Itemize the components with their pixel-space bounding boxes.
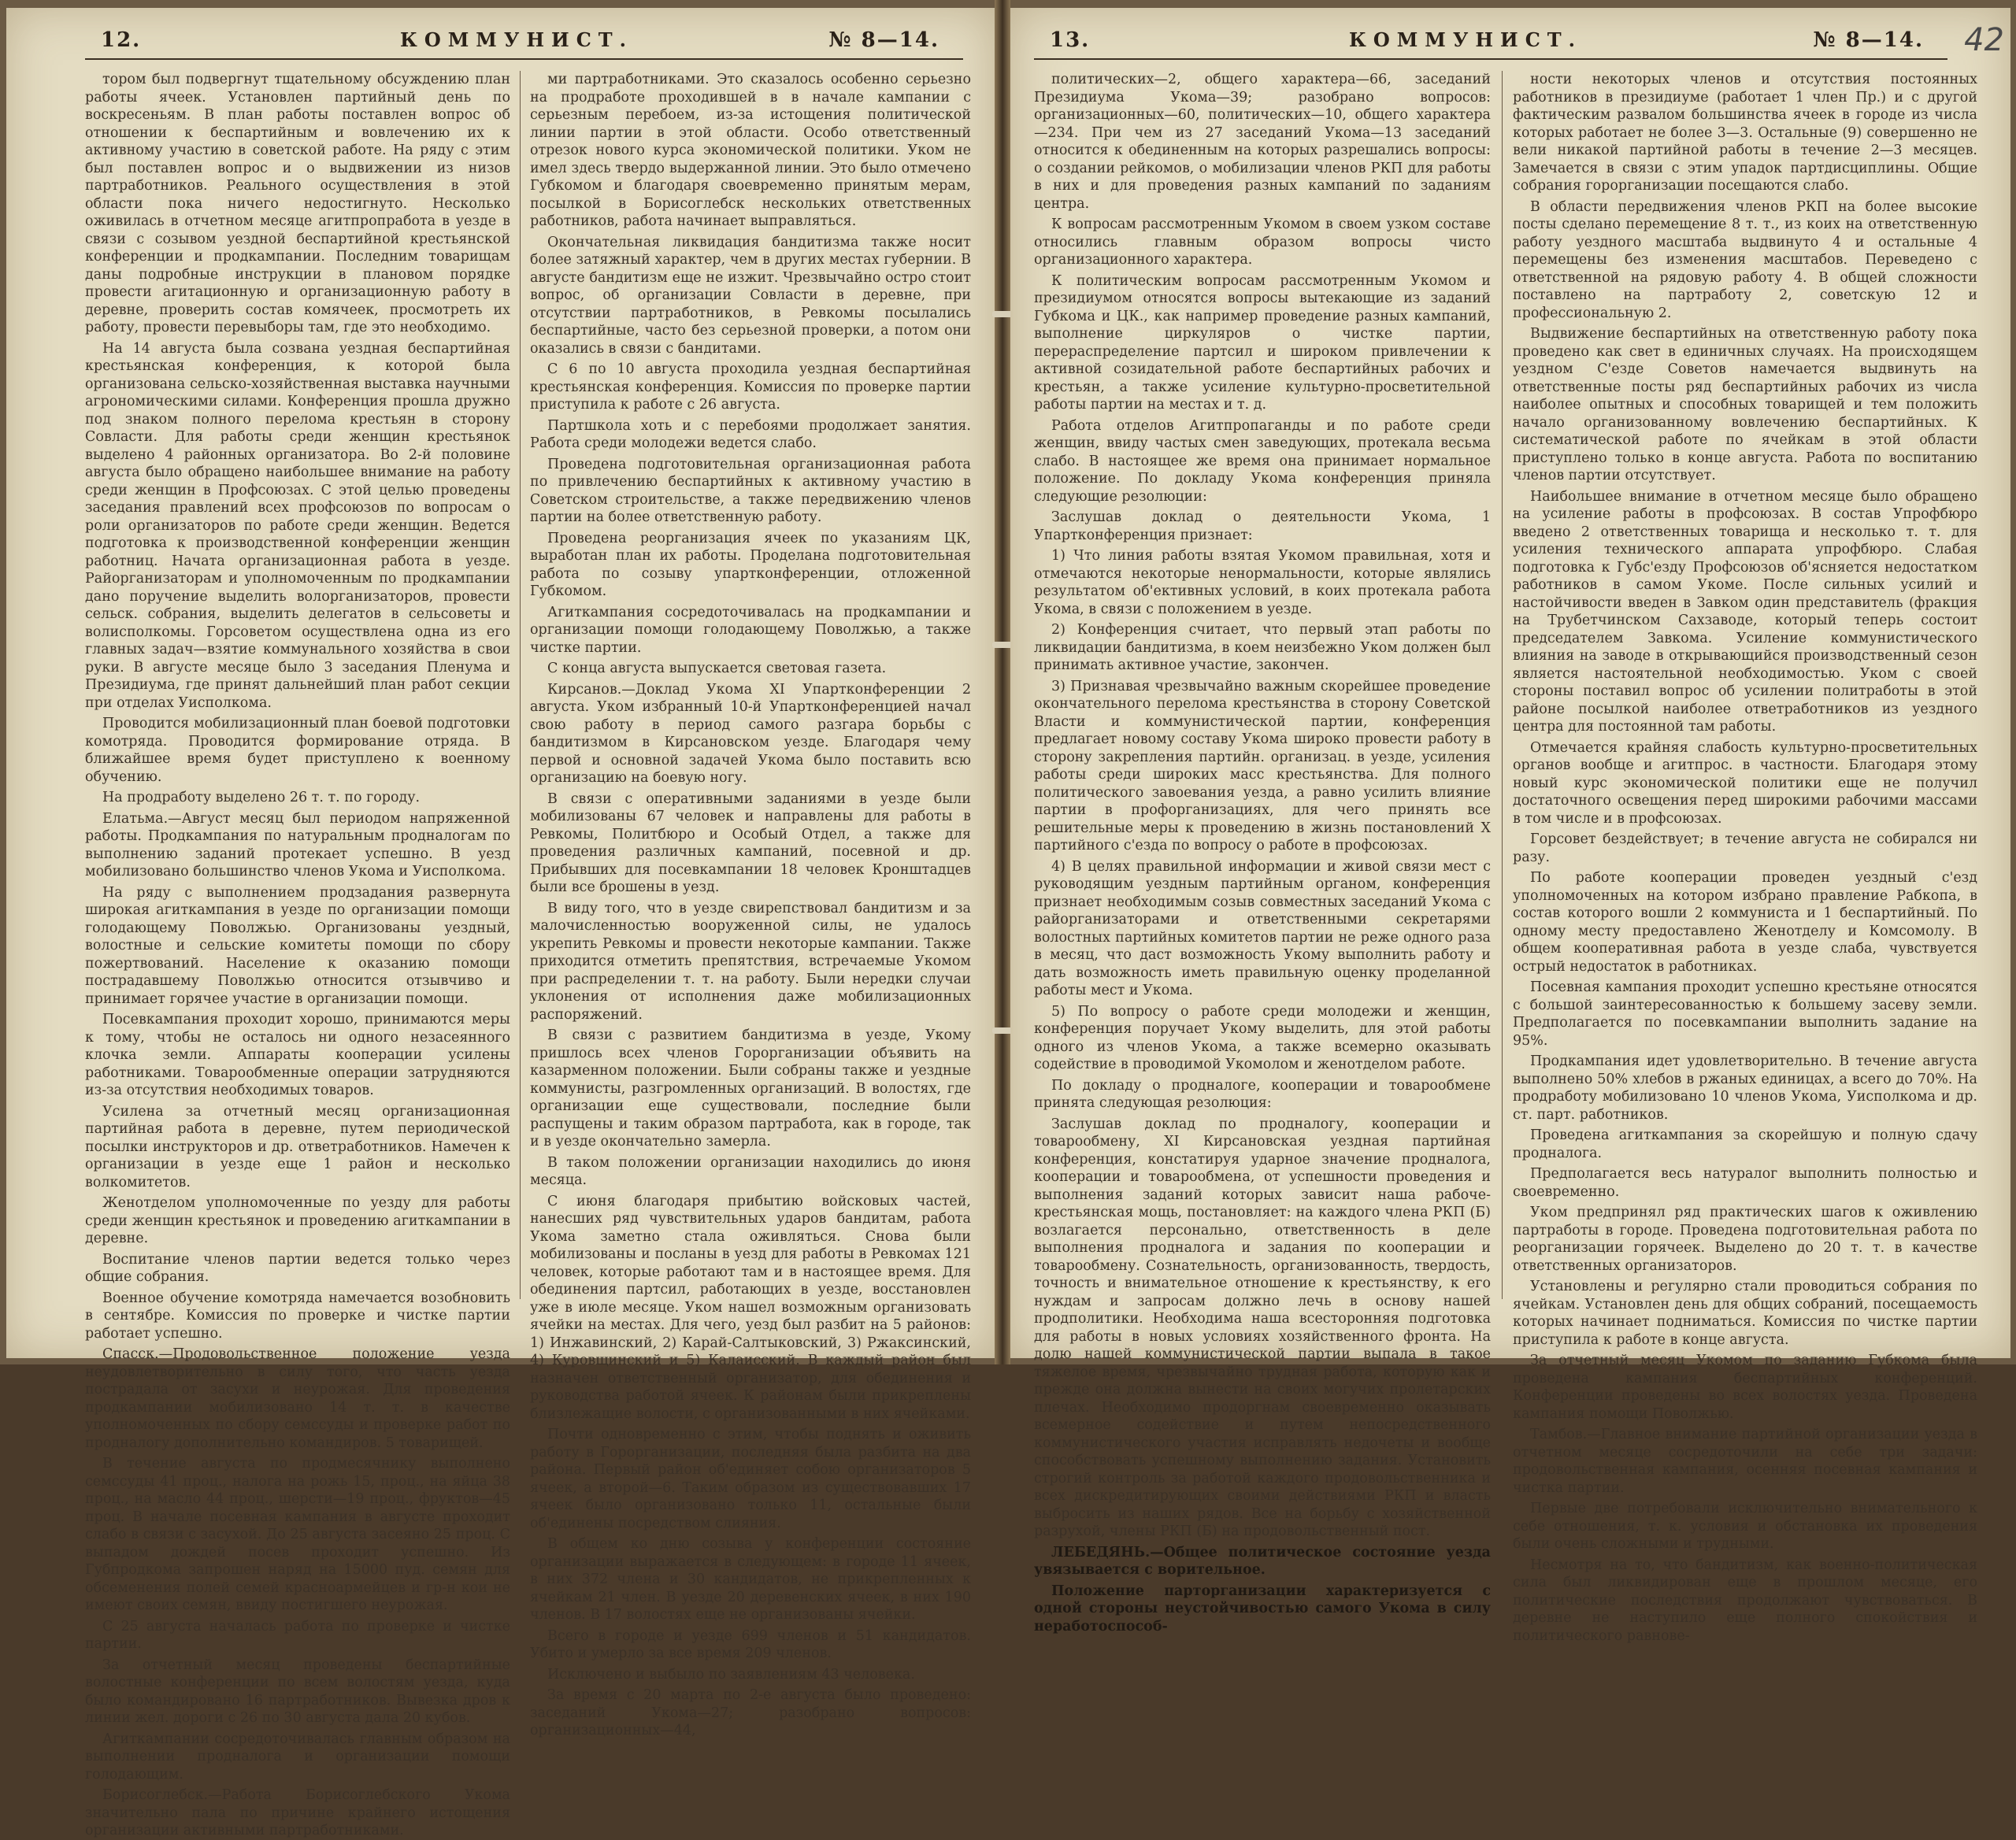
right-page-number: 13. (1050, 28, 1091, 52)
paragraph: ми партработниками. Это сказалось особенно серьезно на продработе проходившей в в начале кампании с серьезным перебоем, из-за истощения политической линии партии в этой области. Особо ответственный отрезок нового курса экономической политики. Уком не имел здесь твердо выдержанной линии. Это было отмечено Губкомом и благодаря своевременно принятым мерам, посылкой в Борисоглебск нескольких ответственных работников, работа начинает выправляться. (530, 72, 971, 229)
paragraph: В виду того, что в уезде свирепствовал бандитизм и за малочисленностью вооруженной силы, не удалось укрепить Ревкомы и провести некоторые кампании. Также приходится отметить препятствия, встречаемые Укомом при распределении т. т. на работу. Были нередки случаи уклонения от исполнения даже мобилизационных распоряжений. (530, 900, 971, 1023)
paragraph: В связи с развитием бандитизма в уезде, Укому пришлось всех членов Горорганизации объявить на казарменном положении. Были собраны также и уездные коммунисты, разгромленных организаций. В волостях, где организации еще существовали, последние были распущены и таким образом партработа, как в городе, так и в уезде окончательно замерла. (530, 1027, 971, 1150)
paragraph: Тамбов.—Главное внимание партийной организации уезда в отчетном месяце сосредоточили на себе три задачи: продовольственная кампания, осенняя посевная кампания и чистка партии. (1513, 1427, 1977, 1496)
paragraph: Работа отделов Агитпропаганды и по работе среди женщин, ввиду частых смен заведующих, протекала весьма слабо. В настоящее же время она принимает нормальное положение. По докладу Укома конференция приняла следующие резолюции: (1034, 417, 1491, 505)
binding-gutter (995, 0, 1010, 1364)
right-column-1-text (1034, 71, 1491, 1541)
left-page-title: КОММУНИСТ. (400, 28, 634, 51)
column-rule (1502, 71, 1503, 1299)
right-column-1-bold (1034, 1544, 1491, 1636)
right-page-header (1034, 27, 1947, 60)
paragraph: 3) Признавая чрезвычайно важным скорейшее проведение окончательного перелома крестьянства в сторону Советской Власти и коммунистической партии, конференция предлагает новому составу Укома широко провести работу в сторону закрепления партийн. организац. в уезде, усиления работы среди широких масс крестьянства. Для полного политического завоевания уезда, а равно усилить влияние партии в профорганизациях, для чего принять все решительные меры к проведению в жизнь постановлений X партийного с'езда по вопросу о работе в профсоюзах. (1034, 678, 1491, 853)
paragraph: На ряду с выполнением продзадания развернута широкая агиткампания в уезде по организации помощи голодающему Поволжью. Организованы уездный, волостные и сельские комитеты помощи по сбору пожертвований. Население к оказанию помощи пострадавшему Поволжью относится отзывчиво и принимает горячее участие в организации помощи. (85, 884, 510, 1007)
left-column-1 (85, 71, 510, 1838)
left-page (6, 8, 995, 1838)
right-column-1 (1034, 71, 1491, 1635)
paragraph: Борисоглебск.—Работа Борисоглебского Укома значительно пала по причине крайнего истощения организации активными партработниками. (85, 1787, 510, 1838)
paragraph: Агиткампания сосредоточивалась на продкампании и организации помощи голодающему Поволжью, а также чистке партии. (530, 604, 971, 656)
paragraph: С июня благодаря прибытию войсковых частей, нанесших ряд чувствительных ударов бандитам, работа Укома заметно стала оживляться. Снова были мобилизованы и посланы в уезд для работы в Ревкомах 121 человек, которые работают там и в настоящее время. Для обединения партсил, работающих в уезде, восстановлен уже в июле месяце. Уком нашел возможным организовать ячейки на местах. Для чего, уезд был разбит на 5 районов: 1) Инжавинский, 2) Карай-Салтыковский, 3) Ржаксинский, 4) Куровщинский и 5) Калаисский. В каждый район был назначен ответственный организатор, для обединения и руководства работой ячеек. К районам были прикреплены близлежащие волости, с организованными в них ячейками. (530, 1193, 971, 1422)
paragraph: Исключено и выбыло по заявлениям 43 человека. (547, 1666, 915, 1683)
right-page-title: КОММУНИСТ. (1349, 28, 1583, 51)
paragraph: По работе кооперации проведен уездный с'езд уполномоченных на котором избрано правление Рабкопа, в состав которого вошли 2 коммуниста и 1 беспартийный. По одному месту предоставлено Женотделу и Комсомолу. В общем кооперативная работа в уезде слаба, чувствуется острый недостаток в работниках. (1513, 870, 1977, 975)
paragraph: За время с 20 марта по 2-е августа было проведено: заседаний Укома—27; разобрано вопросов: организационных—44, (530, 1687, 971, 1738)
paragraph: Заслушав доклад о деятельности Укома, 1 Упартконференция признает: (1034, 509, 1491, 543)
paragraph: Усилена за отчетный месяц организационная партийная работа в деревне, путем периодической посылки инструкторов и др. ответработников. Намечен к организации в уезде еще 1 район и несколько волкомитетов. (85, 1103, 510, 1190)
paragraph: Посевная кампания проходит успешно крестьяне относятся с большой заинтересованностью к большему засеву земли. Предполагается по посевкампании выполнить задание на 95%. (1513, 979, 1977, 1049)
paragraph: Проводится мобилизационный план боевой подготовки комотряда. Проводится формирование отряда. В ближайшее время будет приступлено к военному обучению. (85, 716, 510, 785)
paragraph: Выдвижение беспартийных на ответственную работу пока проведено как свет в единичных случаях. На происходящем уездном С'езде Советов намечается выдвинуть на ответственные посты ряд беспартийных рабочих из числа наиболее опытных и способных товарищей и тем положить начало организованному вовлечению беспартийных. К систематической работе по ячейкам в этой области приступлено только в конце августа. Работа по воспитанию членов партии отсутствует. (1513, 326, 1977, 483)
paragraph: Положение парторганизации характеризуется с одной стороны неустойчивостью самого Укома в силу неработоспособ- (1034, 1583, 1491, 1635)
paragraph: В течение августа по продмесячнику выполнено семссуды 41 проц., налога на рожь 15, проц., на яйца 38 проц., на масло 44 проц., шерсти—19 проц., фруктов—45 проц. В начале посевная кампания в августе проходит слабо в связи с засухой. До 25 августа засеяно 25 проц. С выпадом дождей посев проходит успешно. Из Губпродкома запрошен наряд на 15000 пуд. семян для обсеменения полей семей красноармейцев и гр-н кои не имеют своих семян, ввиду постигшего неурожая. (85, 1456, 510, 1613)
paragraph: В связи с оперативными заданиями в уезде были мобилизованы 67 человек и направлены для работы в Ревкомы, Политбюро и Особый Отдел, а также для проведения различных кампаний, посевной и др. Прибывших для посевкампании 18 человек Кронштадцев были все брошены в уезд. (530, 790, 971, 895)
paragraph: Проведена реорганизация ячеек по указаниям ЦК, выработан план их работы. Проделана подготовительная работа по созыву упартконференции, отложенной Губкомом. (530, 530, 971, 599)
paragraph: Посевкампания проходит хорошо, принимаются меры к тому, чтобы не осталось ни одного незасеянного клочка земли. Аппараты кооперации усилены работниками. Товарообменные операции затрудняются из-за отсутствия необходимых товаров. (85, 1012, 510, 1098)
paragraph: С 6 по 10 августа проходила уездная беспартийная крестьянская конференция. Комиссия по проверке партии приступила к работе с 26 августа. (530, 361, 971, 413)
paragraph: В общем ко дню созыва у конференции состояние организации выражается в следующем: в городе 11 ячеек, в них 372 члена и 30 кандидатов, не прикрепленных к ячейкам 21 член. В уезде 20 деревенских ячеек, в них 190 членов. В 17 волостях еще не организованы ячейки. (530, 1536, 971, 1623)
paragraph: 5) По вопросу о работе среди молодежи и женщин, конференция поручает Укому выделить, для этой работы одного из членов Укома, а также всемерно оказывать содействие в проводимой Укомолом и женотделом работе. (1034, 1003, 1491, 1072)
right-column-2 (1513, 71, 1977, 1644)
paragraph: С 25 августа началась работа по проверке и чистке партии. (85, 1618, 510, 1652)
paragraph: 1) Что линия работы взятая Укомом правильная, хотя и отмечаются некоторые ненормальности, которые являлись результатом об'ективных условий, в коих протекала работа Укома, в связи с положением в уезде. (1034, 548, 1491, 617)
paragraph: К политическим вопросам рассмотренным Укомом и президиумом относятся вопросы вытекающие из заданий Губкома и ЦК., как например проведение разных кампаний, выполнение циркуляров о чистке партии, перераспределение партсил и широком привлечении к активной созидательной работе беспартийных рабочих и крестьян, а также усиление культурно-просветительной работы партии на местах и т. д. (1034, 272, 1491, 413)
paragraph: ности некоторых членов и отсутствия постоянных работников в президиуме (работает 1 член Пр.) и с другой фактическим развалом большинства ячеек в городе из числа которых работает не более 3—3. Остальные (9) совершенно не вели никакой партийной работы в течение 2—3 месяцев. Замечается в связи с этим упадок партдисциплины. Общие собрания горорганизации посещаются слабо. (1513, 72, 1977, 194)
paragraph: К вопросам рассмотренным Укомом в своем узком составе относились главным образом вопросы чисто организационного характера. (1034, 217, 1491, 268)
paragraph: Окончательная ликвидация бандитизма также носит более затяжный характер, чем в других местах губернии. В августе бандитизм еще не изжит. Чрезвычайно остро стоит вопрос, об организации Совласти в деревне, при отсутствии партработников, в Ревкомы посылались беспартийные, часто без серьезной проверки, а потом они оказались в связи с бандитами. (530, 234, 971, 357)
paragraph: За отчетный месяц проведены беспартийные волостные конференции по всем волостям уезда, куда было командировано 16 партработников. Вывезка дров к линии жел. дороги с 26 по 30 августа дала 20 кубов. (85, 1657, 510, 1726)
paragraph: Горсовет бездействует; в течение августа не собирался ни разу. (1513, 831, 1977, 865)
paragraph: политических—2, общего характера—66, заседаний Президиума Укома—39; разобрано вопросов: организационных—60, политических—10, общего характера—234. При чем из 27 заседаний Укома—13 заседаний относится к обединенным на которых разрешались вопросы: о создании рейкомов, о мобилизации членов РКП для работы в них и для проведения разных кампаний по заданиям центра. (1034, 72, 1491, 212)
paragraph: ЛЕБЕДЯНЬ.—Общее политическое состояние уезда увязывается с ворительное. (1034, 1544, 1491, 1578)
column-rule (520, 71, 521, 1299)
paragraph: В области передвижения членов РКП на более высокие посты сделано перемещение 8 т. т., из коих на ответственную работу уездного масштаба выдвинуто 4 и остальные 4 перемещены без изменения масштабов. Переведено с ответственной на рядовую работу 4. В общей сложности поставлено на партработу 2, советскую 12 и профессиональную 2. (1513, 198, 1977, 321)
paragraph: Отмечается крайняя слабость культурно-просветительных органов вообще и агитпрос. в частности. Благодаря этому новый курс экономической политики еще не получил достаточного освещения перед широкими рабочими массами в том числе и в профсоюзах. (1513, 739, 1977, 827)
paragraph: По докладу о продналоге, кооперации и товарообмене принята следующая резолюция: (1034, 1077, 1491, 1111)
paragraph: Агиткампании сосредоточивалась главным образом на выполнении продналога и организации помощи голодающим. (85, 1731, 510, 1783)
paragraph: Воспитание членов партии ведется только через общие собрания. (85, 1251, 510, 1285)
paragraph: Уком предпринял ряд практических шагов к оживлению партработы в городе. Проведена подготовительная работа по реорганизации горячеек. Выделено до 20 т. т. в качестве ответственных организаторов. (1513, 1205, 1977, 1274)
paragraph: Елатьма.—Август месяц был периодом напряженной работы. Продкампания по натуральным продналогам по выполнению заданий протекает успешно. В уезд мобилизовано большинство членов Укома и Уисполкома. (85, 810, 510, 879)
left-page-number: 12. (101, 28, 142, 52)
right-page-issue: № 8—14. (1813, 28, 1924, 52)
paragraph: Всего в городе и уезде 699 членов и 51 кандидатов. Убито и умерло за все время 209 членов. (530, 1627, 971, 1661)
paragraph: Проведена подготовительная организационная работа по привлечению беспартийных к активному участию в Советском строительстве, а также передвижению членов партии на более ответственную работу. (530, 456, 971, 525)
paragraph: В таком положении организации находились до июня месяца. (530, 1154, 971, 1188)
paragraph: Женотделом уполномоченные по уезду для работы среди женщин крестьянок и проведению агиткампании в деревне. (85, 1195, 510, 1246)
paragraph: Предполагается весь натуралог выполнить полностью и своевременно. (1513, 1166, 1977, 1200)
paragraph: Военное обучение комотряда намечается возобновить в сентябре. Комиссия по проверке и чистке партии работает успешно. (85, 1290, 510, 1342)
paragraph: Почти одновременно с этим, чтобы поднять и оживить работу в Горорганизации, последняя была разбита на два района. Первый район об'единяет собою организаторов 5 ячеек, а второй—6. Таким образом из существовавших 17 ячеек было организовано только 11, остальные были об'единены посредством слияния. (530, 1427, 971, 1531)
paragraph: Установлены и регулярно стали проводиться собрания по ячейкам. Установлен день для общих собраний, посещаемость которых начинает подниматься. Комиссия по чистке партии приступила к работе в конце августа. (1513, 1279, 1977, 1348)
paragraph: 4) В целях правильной информации и живой связи мест с руководящим уездным партийным органом, конференция признает необходимым созыв совместных заседаний Укома с райорганизаторами и ответственными секретарями волостных партийных комитетов партии не реже одного раза в месяц, что даст возможность Укому выполнить работу и дать возможность иметь правильную оценку проделанной работы мест и Укома. (1034, 858, 1491, 998)
paragraph: Несмотря на то, что бандитизм, как военно-политическая сила был ликвидирован еще в прошлом месяце, его политические последствия продолжают чувствоваться. В деревне не наступило еще полного спокойствия и политического равнове- (1513, 1557, 1977, 1644)
left-page-issue: № 8—14. (828, 28, 939, 52)
left-column-2 (530, 71, 971, 1738)
paragraph: Заслушав доклад по продналогу, кооперации и товарообмену, XI Кирсановская уездная партийная конференция, констатируя ударное значение продналога, кооперации и товарообмена, от успешности проведения и выполнения заданий которых зависит наша рабоче-крестьянская мощь, постановляет: на каждого члена РКП (Б) возлагается персонально, ответственность в деле выполнения продналога и задания по кооперации и товарообмену. Сознательность, организованность, твердость, точность и внимательное отношение к крестьянству, к его нуждам и запросам должно лечь в основу нашей продполитики. Необходима наша всесторонняя подготовка для работы в новых условиях хозяйственного фронта. На долю нашей коммунистической партии выпала в такое тяжелое время, чрезвычайно трудная работа, которую как и прежде она должна вынести на своих могучих пролетарских плечах. Необходимо продоргнам своевременно оказывать всемерное содействие и путем непосредственного коммунистического участия исправлять недочеты и вообще способствовать успешному выполнению задания. Установить строгий контроль за работой каждого продовольственника и всех дискредитирующих своими действиями РКП и власть выбросить из наших рядов. Все на борьбу с хозяйственной разрухой, члены РКП (Б) на продовольственный пост. (1034, 1116, 1491, 1539)
paragraph: Спасск.—Продовольственное положение уезда неудовлетворительно в силу того, что часть уезда пострадала от засухи и неурожая. Для проведения продкампании мобилизовано 14 т. т. в качестве уполномоченных по сбору семссуды и проверке работ по продналогу дополнительно командиров. 5 товарищей. (85, 1346, 510, 1451)
paragraph: Наибольшее внимание в отчетном месяце было обращено на усиление работы в профсоюзах. В состав Упрофбюро введено 2 ответственных товарища и несколько т. т. для усиления технического аппарата упрофбюро. Слабая подготовка к Губс'езду Профсоюзов об'ясняется недостатком работников в самом Укоме. После сильных усилий и настойчивости введен в Завком один представитель (фракция на Трубетчинском Сахзаводе, который теперь состоит председателем Завкома. Усиление коммунистического влияния на заводе в открывающийся производственный сезон является настоятельной необходимостью. Уком с своей стороны поставил вопрос об усилении политработы в этой районе посылкой наиболее ответработников из уездного центра для постоянной там работы. (1513, 488, 1977, 735)
paragraph: Кирсанов.—Доклад Укома XI Упартконференции 2 августа. Уком избранный 10-й Упартконференцией начал свою работу в период самого разгара борьбы с бандитизмом в Кирсановском уезде. Благодаря чему первой и основной задачей Укома было поставить всю организацию на боевую ногу. (530, 681, 971, 786)
paragraph: Первые две потребовали исключительно внимательного к себе отношения, т. к. условия и обстановка их проведения были очень сложными и трудными. (1513, 1501, 1977, 1552)
paragraph: Партшкола хоть и с перебоями продолжает занятия. Работа среди молодежи ведется слабо. (530, 417, 971, 451)
paragraph: С конца августа выпускается световая газета. (547, 661, 887, 676)
left-page-header (85, 27, 963, 60)
paragraph: За отчетный месяц Укомом по заданию Губкома была проведена кампания беспартийных конференций. Конференции проведены во всех волостях уезда. Проведена кампания помощи Поволжью. (1513, 1353, 1977, 1422)
paragraph: На продработу выделено 26 т. т. по городу. (102, 790, 421, 805)
paragraph: Проведена агиткампания за скорейшую и полную сдачу продналога. (1513, 1127, 1977, 1161)
handwritten-page-number: 42 (1964, 22, 2004, 58)
paragraph: На 14 августа была созвана уездная беспартийная крестьянская конференция, к которой была организована сельско-хозяйственная выставка научными агрономическими силами. Конференция прошла дружно под знаком полного перелома крестьян в сторону Совласти. Для работы среди женщин крестьянок выделено 4 районных организатора. Во 2-й половине августа было обращено наибольшее внимание на работу среди женщин в Профсоюзах. С этой целью проведены заседания правлений всех профсоюзов по вопросам о роли организаторов по работе среди женщин. Ведется подготовка к производственной конференции женщин работниц. Начата организационная работа в уезде. Райорганизаторам и уполномоченным по продкампании дано поручение выделить волорганизаторов, провести сельск. собрания, выделить делегатов в сельсоветы и волисполкомы. Горсоветом осуществлена одна из его главных задач—взятие коммунального хозяйства в свои руки. В августе месяце было 3 заседания Пленума и Президиума, где принят дальнейший план работ секции при отделах Уисполкома. (85, 340, 510, 711)
right-page (1010, 8, 2010, 1644)
paragraph: тором был подвергнут тщательному обсуждению план работы ячеек. Установлен партийный день по воскресеньям. В план работы поставлен вопрос об отношении к беспартийным и вовлечению их к активному участию в советской работе. На ряду с этим был поставлен вопрос и о выдвижении из низов партработников. Реального осуществления в этой области пока ничего недостигнуто. Несколько оживилась в отчетном месяце агитпропработа в уезде в связи с созывом уездной беспартийной крестьянской конференции и продкампании. Последним товарищам даны подробные инструкции в плановом порядке провести агитационную и организационную работу в деревне, проверить состав комячеек, просмотреть их работу, провести перевыборы там, где это необходимо. (85, 72, 510, 335)
paragraph: Продкампания идет удовлетворительно. В течение августа выполнено 50% хлебов в ржаных единицах, а всего до 70%. На продработу мобилизовано 10 членов Укома, Уисполкома и др. ст. парт. работников. (1513, 1053, 1977, 1123)
paragraph: 2) Конференция считает, что первый этап работы по ликвидации бандитизма, в коем неизбежно Уком должен был принимать активное участие, закончен. (1034, 622, 1491, 673)
